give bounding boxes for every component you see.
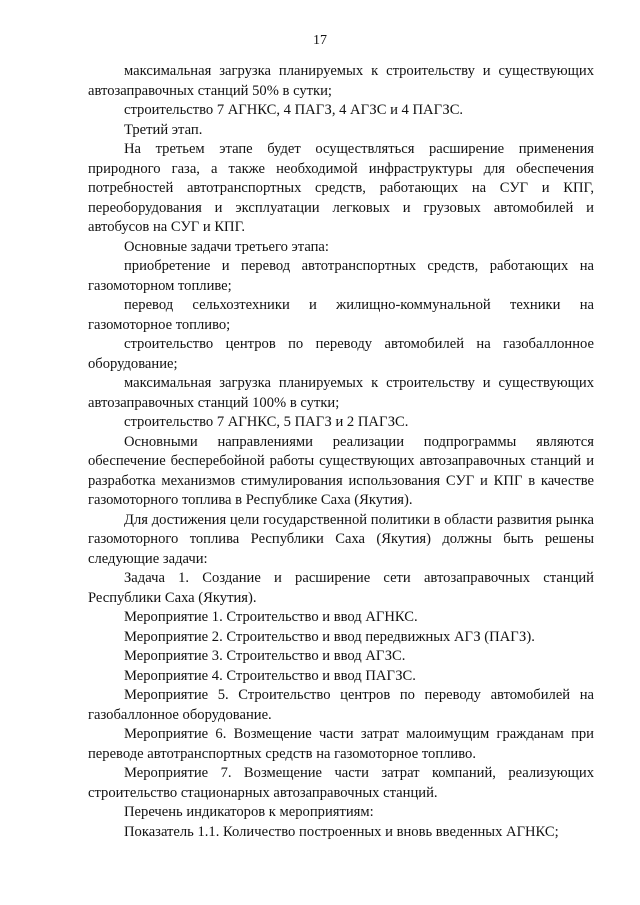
paragraph: Мероприятие 6. Возмещение части затрат малоимущим гражданам при переводе автотранспортных средств на газомоторное топливо. — [88, 726, 594, 762]
paragraph: Мероприятие 1. Строительство и ввод АГНКС. — [124, 609, 418, 625]
paragraph: Основными направлениями реализации подпрограммы являются обеспечение бесперебойной работы существующих автозаправочных станций и разработка механизмов стимулирования использования СУГ и КПГ в качестве газомоторного топлива в Республике Саха (Якутия). — [88, 433, 594, 508]
paragraph: Перечень индикаторов к мероприятиям: — [124, 804, 374, 820]
paragraph: Мероприятие 3. Строительство и ввод АГЗС. — [124, 648, 406, 664]
paragraph: Основные задачи третьего этапа: — [124, 238, 329, 255]
paragraph: Задача 1. Создание и расширение сети автозаправочных станций Республики Саха (Якутия). — [88, 570, 594, 606]
paragraph: Мероприятие 7. Возмещение части затрат компаний, реализующих строительство стационарных автозаправочных станций. — [88, 765, 594, 801]
page-number: 17 — [313, 33, 327, 48]
paragraph: Для достижения цели государственной политики в области развития рынка газомоторного топлива Республики Саха (Якутия) должны быть решены следующие задачи: — [88, 511, 594, 567]
paragraph: Мероприятие 5. Строительство центров по переводу автомобилей на газобаллонное оборудование. — [88, 687, 594, 723]
paragraph: максимальная загрузка планируемых к строительству и существующих автозаправочных станций 50% в сутки; — [88, 63, 594, 99]
paragraph: Третий этап. — [124, 121, 203, 138]
paragraph: строительство 7 АГНКС, 5 ПАГЗ и 2 ПАГЗС. — [124, 414, 409, 430]
paragraph: строительство центров по переводу автомобилей на газобаллонное оборудование; — [88, 336, 594, 372]
paragraph: На третьем этапе будет осуществляться расширение применения природного газа, а также необходимой инфраструктуры для обеспечения потребностей автотранспортных средств, работающих на СУГ и КПГ, переоборудования и эксплуатации легковых и грузовых автомобилей и автобусов на СУГ и КПГ. — [88, 141, 594, 235]
paragraph: строительство 7 АГНКС, 4 ПАГЗ, 4 АГЗС и 4 ПАГЗС. — [124, 102, 464, 118]
paragraph: максимальная загрузка планируемых к строительству и существующих автозаправочных станций 100% в сутки; — [88, 375, 594, 411]
paragraph: приобретение и перевод автотранспортных средств, работающих на газомоторном топливе; — [88, 258, 594, 294]
body-text — [88, 62, 594, 842]
paragraph: Мероприятие 4. Строительство и ввод ПАГЗС. — [124, 667, 416, 684]
paragraph: Мероприятие 2. Строительство и ввод передвижных АГЗ (ПАГЗ). — [124, 628, 535, 645]
paragraph: Показатель 1.1. Количество построенных и вновь введенных АГНКС; — [124, 823, 559, 840]
paragraph: перевод сельхозтехники и жилищно-коммунальной техники на газомоторное топливо; — [88, 297, 594, 333]
